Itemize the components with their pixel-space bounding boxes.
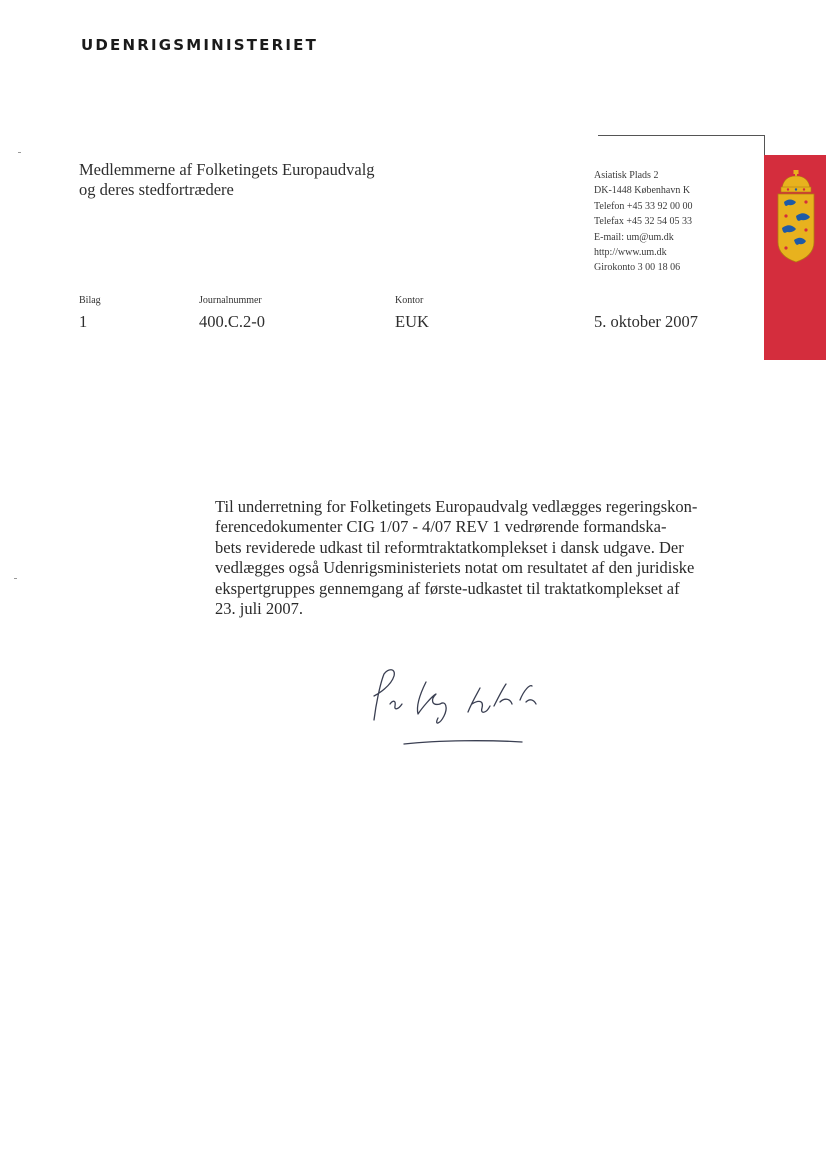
body-line: 23. juli 2007. — [215, 599, 304, 619]
journal-label: Journalnummer — [199, 295, 262, 306]
kontor-label: Kontor — [395, 295, 424, 306]
sender-contact-block — [594, 168, 693, 276]
body-line: ferencedokumenter CIG 1/07 - 4/07 REV 1 vedrørende formandska- — [215, 517, 667, 537]
letter-body — [215, 497, 735, 619]
letter-date: 5. oktober 2007 — [594, 312, 699, 331]
recipient-address — [79, 160, 375, 200]
contact-line: E-mail: um@um.dk — [594, 231, 674, 243]
journal-value: 400.C.2-0 — [199, 312, 265, 331]
recipient-line: Medlemmerne af Folketingets Europaudvalg — [79, 160, 375, 179]
body-line: vedlægges også Udenrigsministeriets notat om resultatet af den juridiske — [215, 558, 695, 578]
bilag-value: 1 — [79, 312, 88, 331]
margin-mark — [14, 578, 17, 579]
contact-line: DK-1448 København K — [594, 185, 691, 197]
ministry-name — [81, 36, 318, 54]
danish-coat-of-arms-icon — [776, 170, 816, 285]
contact-line: Girokonto 3 00 18 06 — [594, 262, 681, 274]
contact-line: Telefon +45 33 92 00 00 — [594, 200, 693, 212]
body-line: Til underretning for Folketingets Europaudvalg vedlægges regeringskon- — [215, 497, 698, 516]
header-rule — [598, 135, 765, 136]
handwritten-signature-icon — [360, 660, 580, 750]
bilag-label: Bilag — [79, 295, 101, 306]
header-rule-tick — [764, 135, 765, 155]
ministry-name-text: UDENRIGSMINISTERIET — [81, 36, 319, 54]
body-line: bets reviderede udkast til reformtraktatkomplekset i dansk udgave. Der — [215, 537, 684, 557]
body-line: ekspertgruppes gennemgang af første-udkastet til traktatkomplekset af — [215, 578, 680, 598]
contact-line: Asiatisk Plads 2 — [594, 170, 659, 181]
margin-mark — [18, 152, 21, 153]
contact-line: http://www.um.dk — [594, 247, 667, 259]
kontor-value: EUK — [395, 312, 429, 331]
recipient-line: og deres stedfortrædere — [79, 180, 234, 199]
contact-line: Telefax +45 32 54 05 33 — [594, 216, 692, 228]
